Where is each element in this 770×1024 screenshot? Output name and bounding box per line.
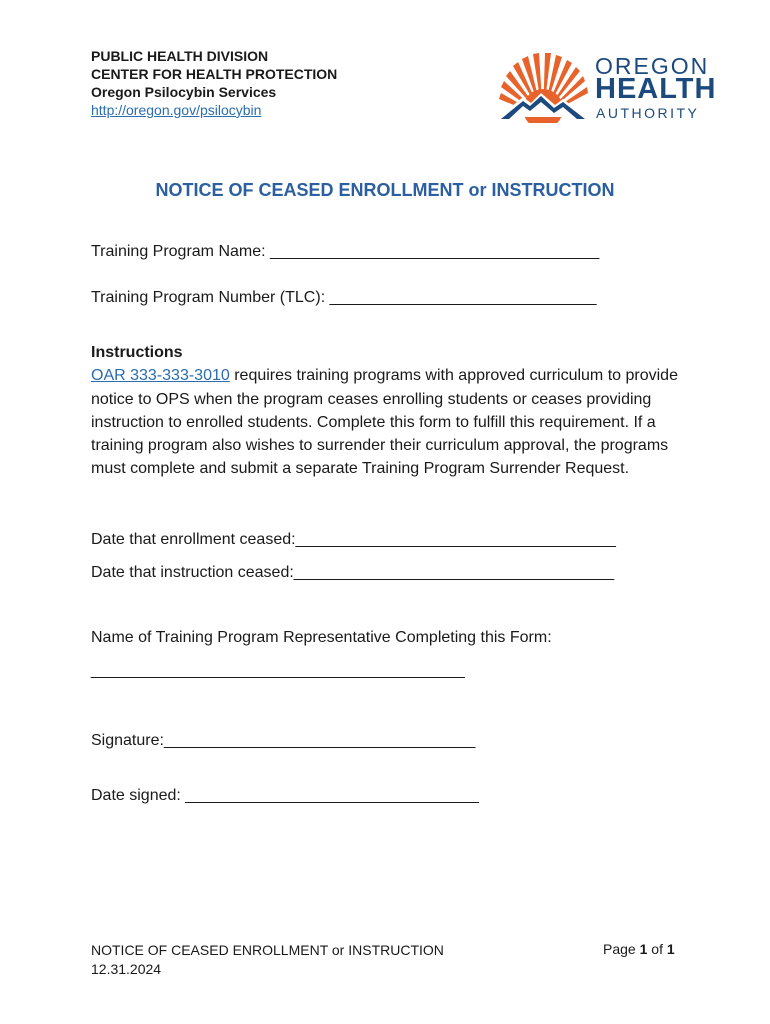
logo-text-authority: AUTHORITY (596, 105, 700, 121)
page-total: 1 (666, 941, 675, 957)
program-url-link[interactable]: http://oregon.gov/psilocybin (91, 102, 262, 118)
form-title: NOTICE OF CEASED ENROLLMENT or INSTRUCTION (155, 180, 615, 200)
representative-name-label: Name of Training Program Representative Completing this Form: (91, 629, 552, 646)
instruction-ceased-date-field[interactable]: Date that instruction ceased:____________________________________ (91, 564, 615, 581)
enrollment-ceased-date-field[interactable]: Date that enrollment ceased:____________________________________ (91, 531, 616, 548)
program-name: Oregon Psilocybin Services (91, 84, 277, 100)
page-current: 1 (639, 941, 648, 957)
logo-text-health: HEALTH (595, 73, 717, 105)
division-name: PUBLIC HEALTH DIVISION (91, 48, 269, 64)
logo-text-oregon: OREGON (595, 53, 710, 79)
instructions-body: requires training programs with approved curriculum to provide notice to OPS when the program ceases enrolling students or ceases providing instruction to enrolled students. Complete this form to fulfill this requirement. If a training program also wishes to surrender their curriculum approval, the programs must complete and submit a separate Training Program Surrender Request. (91, 367, 678, 478)
signature-field[interactable]: Signature:___________________________________ (91, 732, 476, 749)
instructions-heading: Instructions (91, 344, 183, 361)
oha-logo (497, 47, 717, 123)
training-program-name-field[interactable]: Training Program Name: _____________________________________ (91, 243, 600, 260)
footer-form-info (91, 941, 444, 979)
page-number (603, 941, 675, 957)
sun-mountain-icon (497, 47, 589, 123)
date-signed-field[interactable]: Date signed: _________________________________ (91, 787, 479, 804)
page-prefix: Page (603, 941, 640, 957)
training-program-number-field[interactable]: Training Program Number (TLC): ______________________________ (91, 289, 597, 306)
footer-form-date: 12.31.2024 (91, 961, 162, 977)
representative-name-field[interactable]: __________________________________________ (91, 662, 465, 679)
center-name: CENTER FOR HEALTH PROTECTION (91, 66, 338, 82)
footer-form-name: NOTICE OF CEASED ENROLLMENT or INSTRUCTION (91, 942, 444, 958)
agency-header (91, 47, 337, 119)
instructions-section (91, 341, 691, 481)
page-of: of (647, 941, 667, 957)
oar-rule-link[interactable]: OAR 333-333-3010 (91, 367, 230, 385)
